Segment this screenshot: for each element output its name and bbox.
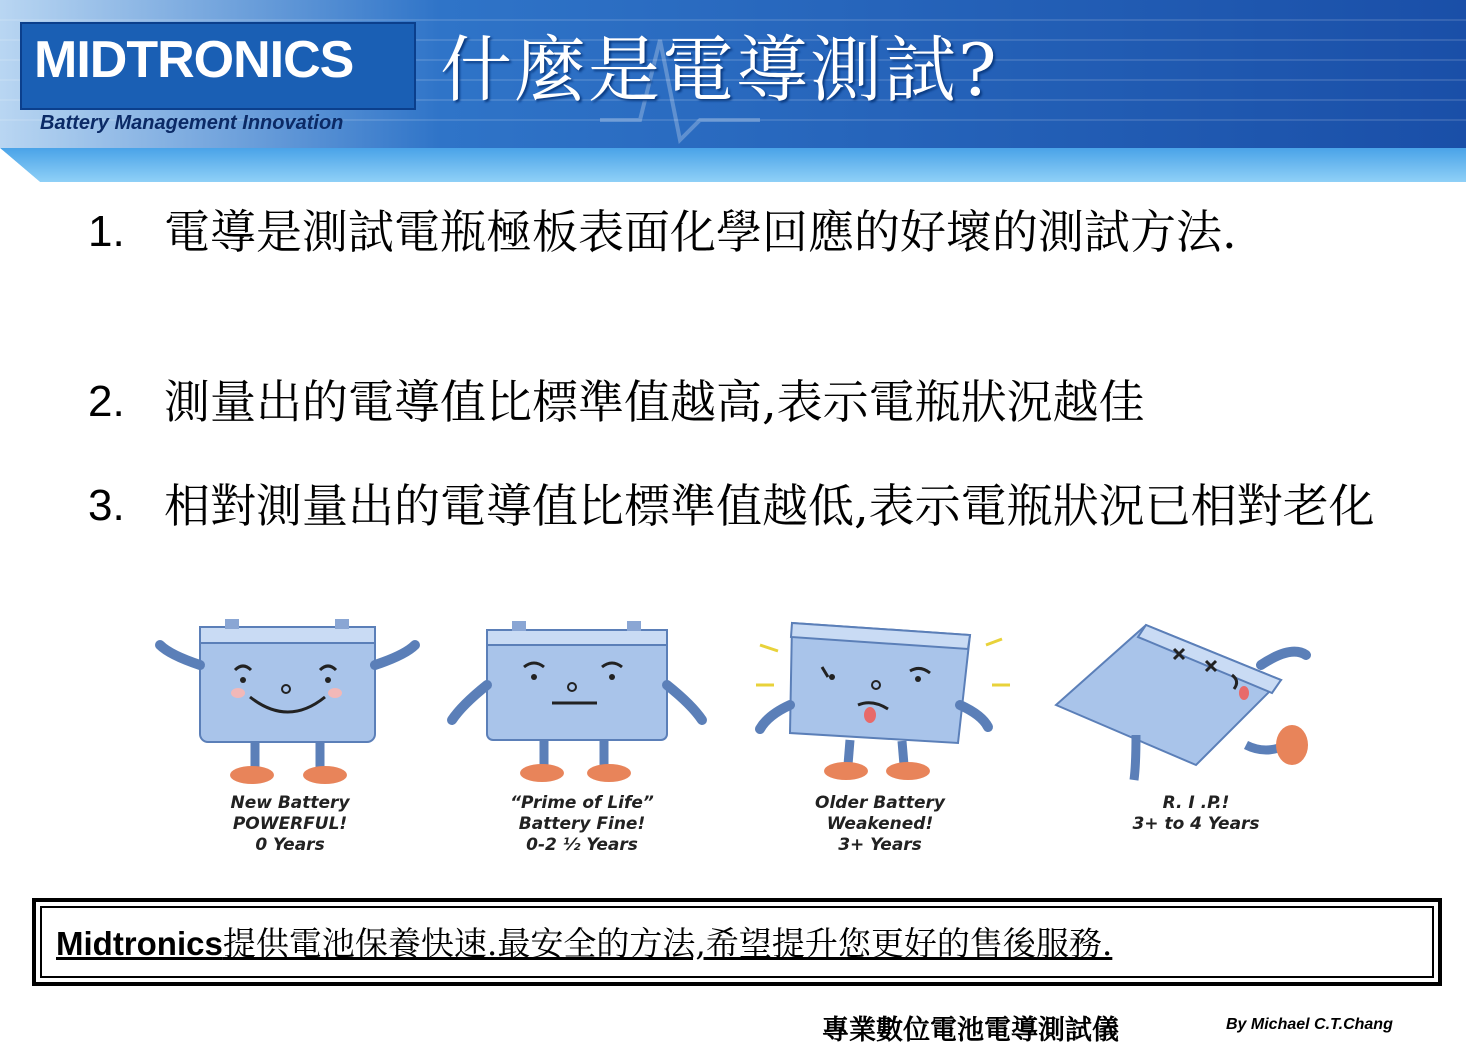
caption-line: POWERFUL!	[232, 814, 348, 834]
neutral-battery-icon	[432, 605, 732, 795]
battery-caption	[1046, 793, 1346, 835]
note-box	[32, 898, 1442, 986]
caption-line: 3+ to 4 Years	[1132, 814, 1260, 834]
caption-line: New Battery	[230, 793, 350, 813]
page-title: 什麼是電導測試?	[440, 28, 999, 112]
battery-illustration	[730, 605, 1030, 865]
happy-battery-icon	[140, 605, 440, 795]
caption-line: 0-2 ½ Years	[526, 835, 638, 855]
dead-battery-icon	[1046, 605, 1346, 795]
note-text	[56, 922, 1112, 966]
caption-line: Battery Fine!	[518, 814, 646, 834]
header-banner	[0, 0, 1466, 185]
battery-illustration	[140, 605, 440, 865]
list-item-number: 1.	[88, 207, 125, 256]
caption-line: “Prime of Life”	[510, 793, 654, 813]
note-inner-border	[40, 906, 1434, 978]
caption-line: 0 Years	[255, 835, 325, 855]
list-item-text: 電導是測試電瓶極板表面化學回應的好壞的測試方法.	[164, 205, 1237, 259]
logo	[20, 22, 416, 110]
battery-illustration	[1046, 605, 1346, 865]
footer-author: By Michael C.T.Chang	[1226, 1016, 1393, 1033]
list-item-text: 測量出的電導值比標準值越高,表示電瓶狀況越佳	[164, 375, 1145, 429]
caption-line: Older Battery	[815, 793, 945, 813]
battery-illustration	[432, 605, 732, 865]
battery-caption	[730, 793, 1030, 856]
logo-text: MIDTRONICS	[34, 31, 354, 89]
caption-line: 3+ Years	[838, 835, 922, 855]
caption-line: Weakened!	[826, 814, 934, 834]
note-body: 提供電池保養快速.最安全的方法,希望提升您更好的售後服務.	[222, 924, 1113, 963]
battery-caption	[140, 793, 440, 856]
list-item-number: 2.	[88, 377, 125, 426]
footer-title: 專業數位電池電導測試儀	[822, 1015, 1119, 1046]
list-item-number: 3.	[88, 481, 125, 530]
note-brand: Midtronics	[56, 925, 223, 962]
caption-line: R. I .P.!	[1162, 793, 1230, 813]
tired-battery-icon	[730, 605, 1030, 795]
battery-caption	[432, 793, 732, 856]
logo-tagline: Battery Management Innovation	[40, 112, 344, 134]
list-item-text: 相對測量出的電導值比標準值越低,表示電瓶狀況已相對老化	[164, 479, 1375, 533]
